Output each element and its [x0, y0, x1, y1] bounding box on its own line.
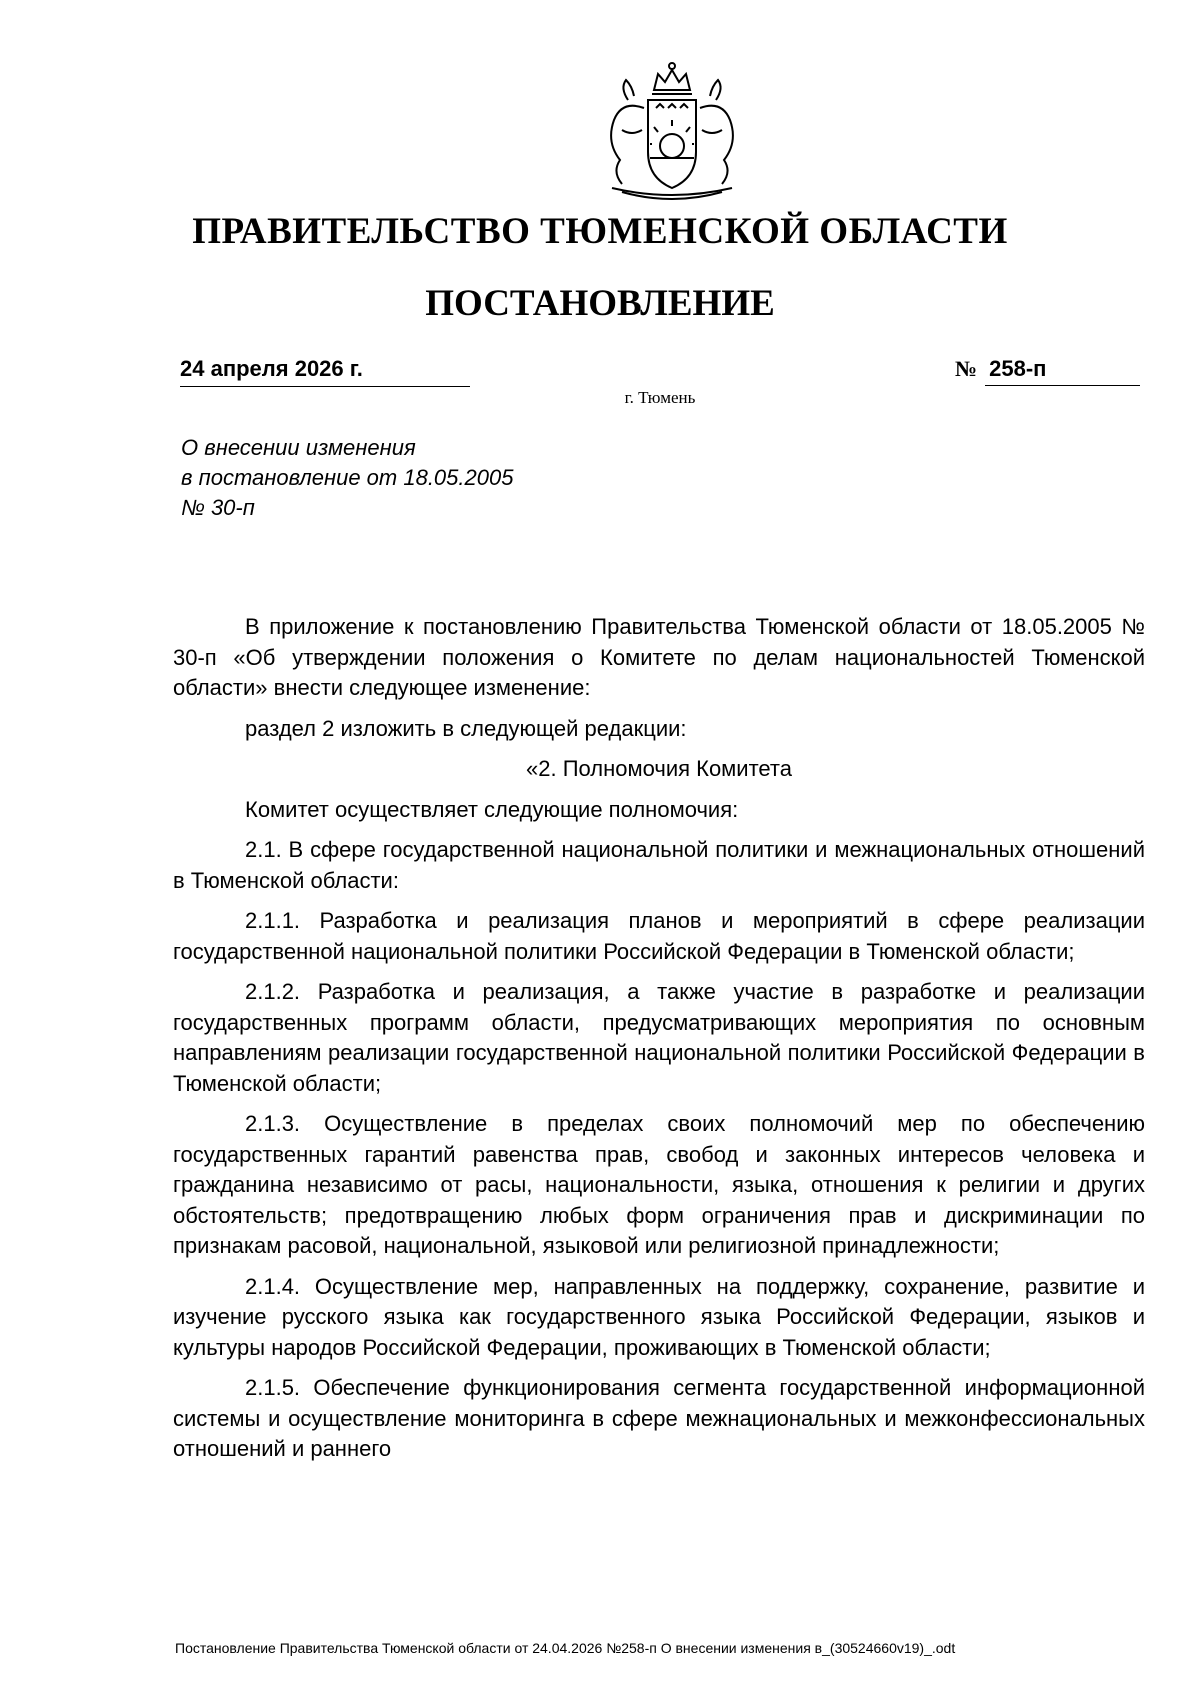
organization-title: ПРАВИТЕЛЬСТВО ТЮМЕНСКОЙ ОБЛАСТИ	[192, 211, 1008, 252]
coat-of-arms-icon	[592, 60, 752, 200]
body-paragraph: раздел 2 изложить в следующей редакции:	[245, 715, 687, 741]
body-paragraph: 2.1.3. Осуществление в пределах своих полномочий мер по обеспечению государственных гарантий равенства прав, свобод и законных интересов человека и гражданина независимо от расы, национальности, языка, отношения к религии и других обстоятельств; предотвращению любых форм ограничения прав и дискриминации по признакам расовой, национальной, языковой или религиозной принадлежности;	[173, 1111, 1145, 1258]
section-heading: «2. Полномочия Комитета	[526, 756, 792, 781]
number-sign: №	[955, 356, 978, 381]
document-body	[173, 612, 1145, 1465]
subject-line: № 30-п	[181, 495, 255, 520]
number-value: 258-п	[985, 356, 1140, 386]
body-paragraph: 2.1. В сфере государственной национальной политики и межнациональных отношений в Тюменской области:	[173, 837, 1145, 893]
document-type: ПОСТАНОВЛЕНИЕ	[425, 283, 775, 324]
document-date: 24 апреля 2026 г.	[180, 356, 470, 387]
city-label: г. Тюмень	[624, 388, 696, 407]
document-number	[955, 356, 1140, 386]
body-paragraph: 2.1.1. Разработка и реализация планов и мероприятий в сфере реализации государственной национальной политики Российской Федерации в Тюменской области;	[173, 908, 1145, 964]
body-paragraph: 2.1.2. Разработка и реализация, а также участие в разработке и реализации государственных программ области, предусматривающих мероприятия по основным направлениям реализации государственной национальной политики Российской Федерации в Тюменской области;	[173, 979, 1145, 1096]
subject-line: О внесении изменения	[181, 435, 416, 460]
body-paragraph: В приложение к постановлению Правительства Тюменской области от 18.05.2005 № 30-п «Об утверждении положения о Комитете по делам национальностей Тюменской области» внести следующее изменение:	[173, 614, 1145, 700]
document-subject	[181, 433, 513, 523]
body-paragraph: 2.1.4. Осуществление мер, направленных на поддержку, сохранение, развитие и изучение русского языка как государственного языка Российской Федерации, языков и культуры народов Российской Федерации, проживающих в Тюменской области;	[173, 1273, 1145, 1360]
subject-line: в постановление от 18.05.2005	[181, 465, 514, 490]
body-paragraph: 2.1.5. Обеспечение функционирования сегмента государственной информационной системы и осуществление мониторинга в сфере межнациональных и межконфессиональных отношений и раннего	[173, 1375, 1145, 1461]
body-paragraph: Комитет осуществляет следующие полномочия:	[245, 796, 739, 822]
page-footer: Постановление Правительства Тюменской области от 24.04.2026 №258-п О внесении изменения в_(30524660v19)_.odt	[175, 1640, 956, 1656]
